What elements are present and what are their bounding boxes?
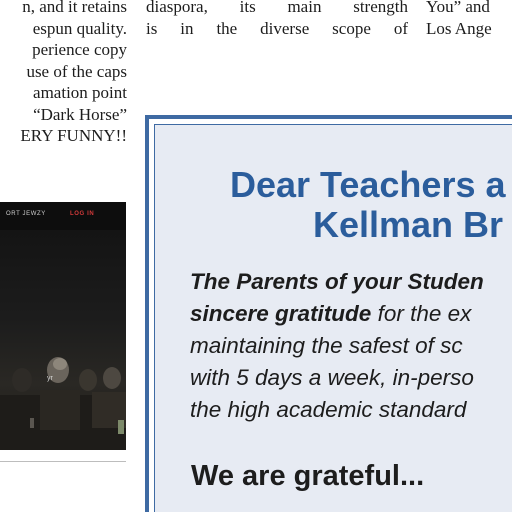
column-line: is in the diverse scope of (146, 18, 408, 38)
column-line: “Dark Horse” (33, 104, 127, 124)
ad-headline (230, 165, 512, 245)
column-line: n, and it retains (22, 0, 127, 16)
column-line: You” and (426, 0, 490, 16)
video-caption: yr (47, 375, 53, 382)
column-line: ERY FUNNY!! (20, 126, 127, 145)
column-line: perience copy (32, 40, 127, 59)
column-line: use of the caps (26, 61, 127, 81)
thank-you-advertisement (145, 115, 512, 512)
ad-body-line: sincere gratitude for the ex (190, 301, 472, 326)
ad-body-line: the high academic standard (190, 397, 467, 422)
video-nav-text: ORT JEWZY (6, 211, 46, 217)
ad-panel (154, 124, 512, 512)
ad-headline-line1: Dear Teachers a (230, 164, 506, 205)
video-nav-bar (0, 202, 126, 230)
ad-body-line: with 5 days a week, in-perso (190, 365, 474, 390)
column-line: diaspora, its main strength (146, 0, 408, 16)
article-column-middle (146, 0, 408, 39)
ad-headline-line2: Kellman Br (313, 204, 504, 245)
image-rule (0, 461, 126, 462)
column-line: amation point (33, 83, 127, 102)
article-column-left (0, 0, 127, 147)
video-screenshot (0, 202, 126, 450)
column-line: Los Ange (426, 18, 492, 38)
video-login-link: LOG IN (70, 211, 95, 217)
ad-closing-heading: We are grateful... (191, 460, 425, 492)
ad-body-line: maintaining the safest of sc (190, 333, 463, 358)
column-line: espun quality. (32, 18, 127, 38)
article-column-right (426, 0, 512, 39)
ad-body-text (190, 266, 512, 426)
ad-body-line: The Parents of your Studen (190, 269, 484, 294)
audience-silhouettes (0, 230, 126, 450)
video-scene-image (0, 230, 126, 450)
